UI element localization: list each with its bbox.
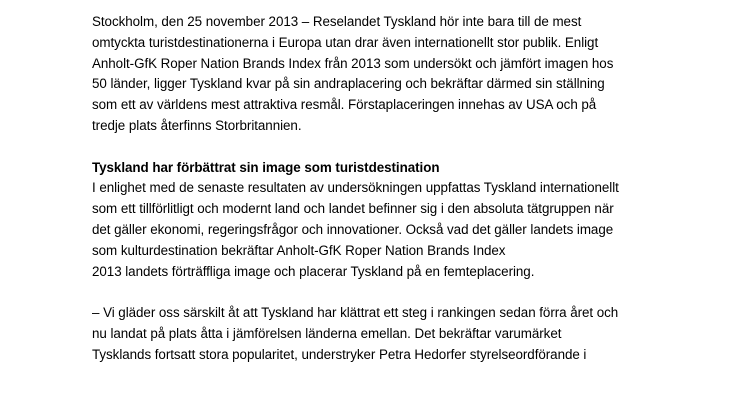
text-line: – Vi gläder oss särskilt åt att Tyskland har klättrat ett steg i rankingen sedan förra året och: [92, 305, 619, 321]
section-body-paragraph: [92, 178, 732, 282]
text-line: Stockholm, den 25 november 2013 – Reselandet Tyskland hör inte bara till de mest: [92, 14, 582, 29]
text-line: tredje plats återfinns Storbritannien.: [92, 117, 302, 133]
text-line: som ett av världens mest attraktiva resmål. Förstaplaceringen innehas av USA och på: [92, 97, 597, 113]
paragraph-gap: [92, 137, 732, 158]
text-line: som kulturdestination bekräftar Anholt-GfK Roper Nation Brands Index: [92, 242, 506, 258]
paragraph-gap: [92, 282, 732, 303]
text-line: I enlighet med de senaste resultaten av undersökningen uppfattas Tyskland internationellt: [92, 180, 619, 196]
text-line: 2013 landets förträffliga image och placerar Tyskland på en femteplacering.: [92, 263, 535, 279]
text-line: 50 länder, ligger Tyskland kvar på sin andraplacering och bekräftar därmed sin ställning: [92, 76, 605, 92]
intro-paragraph: [92, 12, 732, 137]
text-line: Tysklands fortsatt stora popularitet, understryker Petra Hedorfer styrelseordförande i: [92, 346, 587, 362]
text-line: som ett tillförlitligt och modernt land och landet befinner sig i den absoluta tätgruppen när: [92, 201, 614, 217]
text-line: omtyckta turistdestinationerna i Europa utan drar även internationellt stor publik. Enligt: [92, 34, 599, 50]
document-page: [92, 12, 732, 366]
text-line: nu landat på plats åtta i jämförelsen länderna emellan. Det bekräftar varumärket: [92, 325, 562, 341]
section-heading: Tyskland har förbättrat sin image som turistdestination: [92, 159, 440, 175]
text-line: det gäller ekonomi, regeringsfrågor och innovationer. Också vad det gäller landets image: [92, 221, 614, 237]
quote-paragraph: [92, 303, 732, 365]
text-line: Anholt-GfK Roper Nation Brands Index från 2013 som undersökt och jämfört imagen hos: [92, 55, 614, 71]
